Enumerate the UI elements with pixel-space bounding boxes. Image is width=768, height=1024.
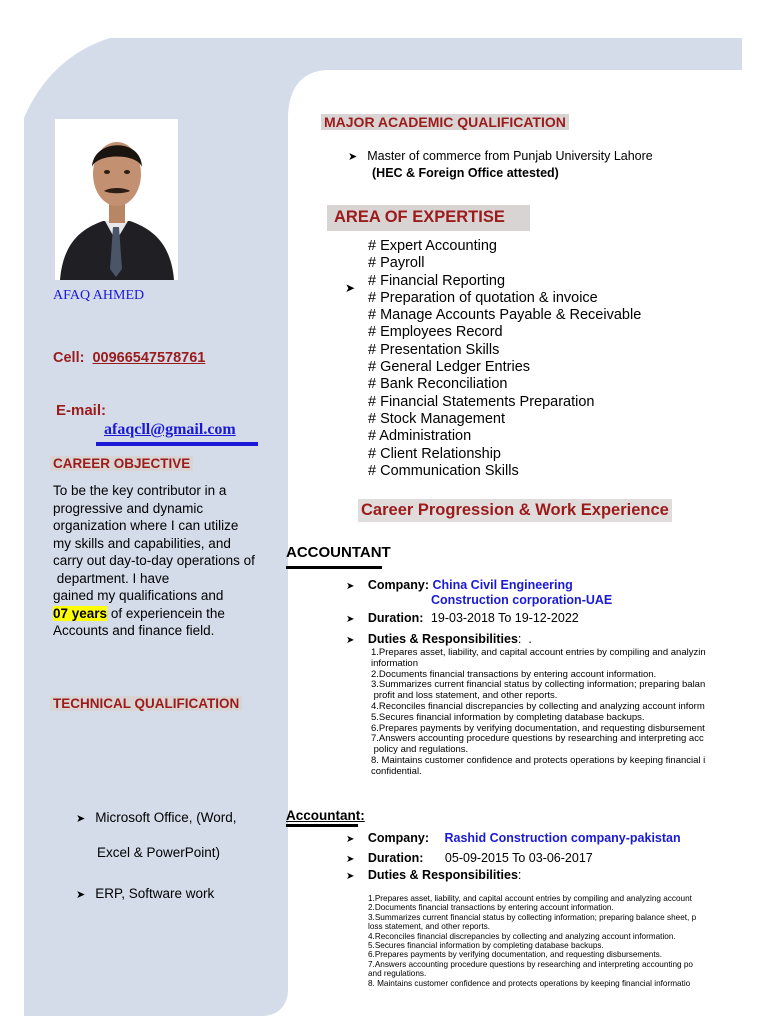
arrow-bullet-icon: ➤ (346, 871, 355, 882)
job1-title: ACCOUNTANT (286, 544, 391, 561)
objective-line: department. I have (53, 570, 170, 586)
duty-line: 3.Summarizes current financial status by collecting information; preparing balance sheet, p (368, 912, 697, 922)
academic-heading: MAJOR ACADEMIC QUALIFICATION (321, 114, 569, 130)
objective-line (53, 605, 268, 623)
job1-duties-label: Duties & Responsibilities (367, 632, 518, 646)
duty-line: 6.Prepares payments by verifying documentation, and requesting disbursement (371, 722, 705, 734)
objective-after-highlight: of experiencein the (107, 605, 225, 621)
objective-line: To be the key contributor in a (53, 483, 227, 498)
duty-line: 7.Answers accounting procedure questions by researching and interpreting accounting po (368, 959, 693, 969)
job1-company-name: China Civil Engineering (432, 578, 573, 592)
duty-line: policy and regulations. (371, 744, 469, 756)
expertise-heading: AREA OF EXPERTISE (334, 208, 505, 226)
academic-heading-wrap (321, 114, 569, 132)
expertise-item: # Employees Record (368, 324, 503, 341)
duty-line: profit and loss statement, and other reports. (371, 690, 558, 702)
duty-line: loss statement, and other reports. (368, 922, 490, 932)
expertise-item: # Bank Reconciliation (368, 376, 508, 393)
expertise-item: # Preparation of quotation & invoice (368, 289, 598, 306)
job2-title: Accountant: (286, 808, 365, 823)
profile-photo (55, 119, 178, 280)
job2-company-name: Rashid Construction company-pakistan (444, 831, 681, 845)
cell-row (53, 350, 205, 366)
duty-line: 4.Reconciles financial discrepancies by collecting and analyzing account inform (371, 700, 705, 712)
expertise-item: # Payroll (368, 255, 425, 272)
expertise-item: # Client Relationship (368, 445, 501, 462)
career-objective-text (53, 482, 268, 640)
duty-line: 2.Documents financial transactions by entering account information. (368, 903, 614, 913)
technical-item-continued: Excel & PowerPoint) (97, 845, 221, 860)
duty-line: information (371, 657, 418, 669)
expertise-item: # Expert Accounting (368, 238, 497, 254)
expertise-item: # General Ledger Entries (368, 359, 531, 376)
email-link[interactable]: afaqcll@gmail.com (104, 421, 236, 438)
expertise-item: # Communication Skills (368, 462, 519, 479)
duty-line: and regulations. (368, 969, 427, 979)
career-objective-heading-wrap (50, 455, 193, 473)
duty-line: 5.Secures financial information by completing database backups. (368, 941, 604, 951)
job1-company-row (346, 578, 573, 592)
expertise-item: # Administration (368, 428, 472, 445)
academic-entry (348, 148, 653, 181)
technical-item-label: Microsoft Office, (Word, (95, 810, 237, 825)
expertise-heading-box (327, 205, 530, 231)
arrow-bullet-icon: ➤ (346, 581, 355, 592)
duty-line: 8. Maintains customer confidence and protects operations by keeping financial i (371, 754, 706, 766)
duty-line: 1.Prepares asset, liability, and capital account entries by compiling and analyzing account (368, 894, 692, 903)
technical-item (76, 886, 214, 901)
academic-attestation: (HEC & Foreign Office attested) (372, 166, 559, 180)
arrow-bullet-icon: ➤ (346, 635, 355, 646)
job2-company-label: Company: (367, 831, 429, 845)
job1-title-underline (286, 566, 382, 569)
job2-duties-suffix: : (517, 868, 522, 882)
arrow-bullet-icon: ➤ (346, 614, 355, 625)
job1-company-name-cont: Construction corporation-UAE (431, 593, 613, 607)
duty-line: confidential. (371, 765, 422, 777)
cell-number: 00966547578761 (92, 350, 206, 366)
arrow-bullet-icon: ➤ (345, 281, 356, 295)
technical-item-label: ERP, Software work (95, 886, 215, 901)
duty-line: 5.Secures financial information by completing database backups. (371, 711, 645, 723)
job2-title-underline (286, 824, 358, 827)
arrow-bullet-icon: ➤ (346, 834, 355, 845)
job2-duties-row (346, 868, 521, 882)
job1-duties-suffix: : . (517, 632, 532, 646)
job1-duration-label: Duration: (367, 611, 424, 625)
duty-line: 8. Maintains customer confidence and protects operations by keeping financial informatio (368, 978, 691, 988)
job2-duration-row (346, 851, 593, 865)
candidate-name: AFAQ AHMED (53, 288, 145, 303)
cell-label: Cell: (53, 350, 85, 366)
technical-heading-wrap (50, 695, 242, 713)
job2-duties-label: Duties & Responsibilities (367, 868, 518, 882)
objective-line: my skills and capabilities, and (53, 535, 231, 551)
expertise-item: # Financial Reporting (368, 272, 506, 289)
job2-duties-list (368, 894, 768, 988)
objective-line: gained my qualifications and (53, 588, 224, 603)
career-heading: Career Progression & Work Experience (358, 499, 672, 522)
job1-duration-row (346, 611, 579, 625)
duty-line: 7.Answers accounting procedure questions by researching and interpreting acc (371, 733, 704, 745)
email-underline-bar (96, 442, 258, 446)
job1-duration: 19-03-2018 To 19-12-2022 (430, 611, 579, 625)
expertise-item: # Financial Statements Preparation (368, 393, 595, 410)
technical-qualification-heading: TECHNICAL QUALIFICATION (50, 696, 242, 711)
job1-duties-list (371, 648, 768, 778)
technical-item (76, 810, 237, 825)
duty-line: 6.Prepares payments by verifying documentation, and requesting disbursements. (368, 950, 663, 960)
arrow-bullet-icon: ➤ (76, 813, 86, 825)
job2-company-row (346, 831, 681, 845)
job1-company-label: Company: (367, 578, 429, 592)
objective-line: progressive and dynamic (53, 500, 204, 516)
expertise-list (368, 238, 641, 480)
objective-line: organization where I can utilize (53, 518, 239, 533)
expertise-item: # Presentation Skills (368, 341, 500, 358)
expertise-item: # Stock Management (368, 410, 506, 427)
job2-duration: 05-09-2015 To 03-06-2017 (444, 851, 593, 865)
objective-line: Accounts and finance field. (53, 623, 215, 638)
job1-duties-row (346, 632, 532, 646)
academic-degree: Master of commerce from Punjab University Lahore (367, 149, 653, 163)
duty-line: 1.Prepares asset, liability, and capital account entries by compiling and analyzin (371, 647, 706, 658)
arrow-bullet-icon: ➤ (76, 889, 86, 901)
expertise-item: # Manage Accounts Payable & Receivable (368, 307, 642, 324)
years-highlight: 07 years (53, 605, 108, 621)
duty-line: 4.Reconciles financial discrepancies by collecting and analyzing account information. (368, 931, 676, 941)
duty-line: 2.Documents financial transactions by entering account information. (371, 668, 657, 680)
job2-duration-label: Duration: (367, 851, 424, 865)
career-objective-heading: CAREER OBJECTIVE (50, 456, 193, 471)
arrow-bullet-icon: ➤ (348, 151, 358, 163)
duty-line: 3.Summarizes current financial status by collecting information; preparing balan (371, 679, 706, 691)
objective-line: carry out day-to-day operations of (53, 553, 255, 568)
arrow-bullet-icon: ➤ (346, 854, 355, 865)
email-label: E-mail: (56, 402, 107, 419)
